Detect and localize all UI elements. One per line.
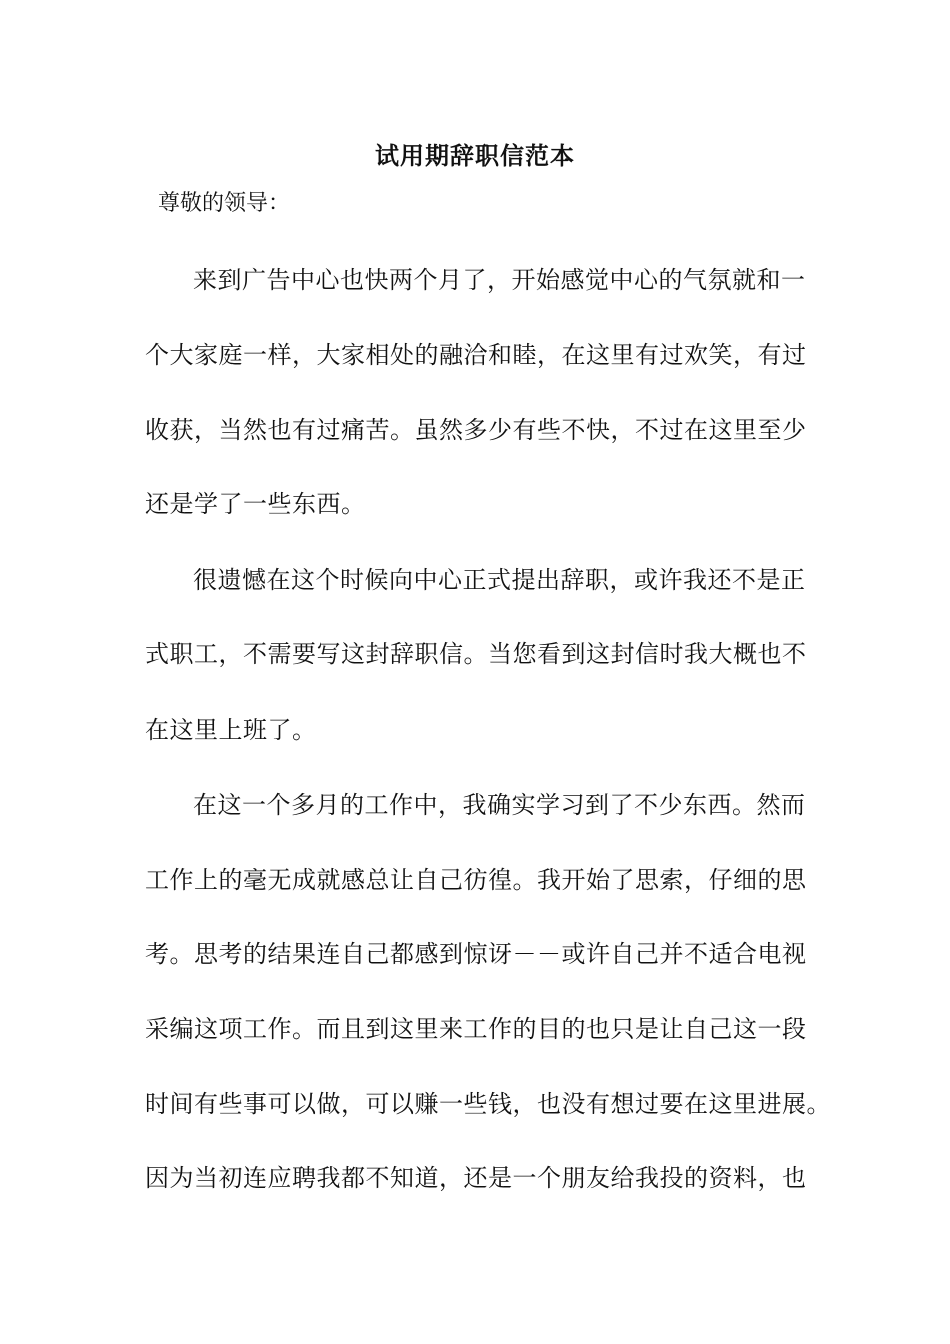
salutation: 尊敬的领导： — [158, 191, 291, 216]
paragraph-line: 式职工，不需要写这封辞职信。当您看到这封信时我大概也不 — [145, 640, 807, 668]
paragraph-line: 还是学了一些东西。 — [145, 490, 366, 518]
document-title: 试用期辞职信范本 — [375, 141, 575, 170]
paragraph-line: 很遗憾在这个时候向中心正式提出辞职，或许我还不是正 — [193, 566, 806, 594]
paragraph-line: 考。思考的结果连自己都感到惊讶－－或许自己并不适合电视 — [145, 940, 807, 968]
paragraph-line: 工作上的毫无成就感总让自己彷徨。我开始了思索，仔细的思 — [145, 866, 807, 894]
paragraph-line: 收获，当然也有过痛苦。虽然多少有些不快，不过在这里至少 — [145, 416, 807, 444]
paragraph-line: 在这里上班了。 — [145, 716, 317, 744]
paragraph-line: 采编这项工作。而且到这里来工作的目的也只是让自己这一段 — [145, 1015, 807, 1043]
paragraph-line: 在这一个多月的工作中，我确实学习到了不少东西。然而 — [193, 791, 806, 819]
paragraph-line: 个大家庭一样，大家相处的融洽和睦，在这里有过欢笑，有过 — [145, 341, 807, 369]
paragraph-line: 时间有些事可以做，可以赚一些钱，也没有想过要在这里进展。 — [145, 1090, 831, 1118]
paragraph-line: 因为当初连应聘我都不知道，还是一个朋友给我投的资料，也 — [145, 1164, 807, 1192]
paragraph-line: 来到广告中心也快两个月了，开始感觉中心的气氛就和一 — [193, 266, 806, 294]
